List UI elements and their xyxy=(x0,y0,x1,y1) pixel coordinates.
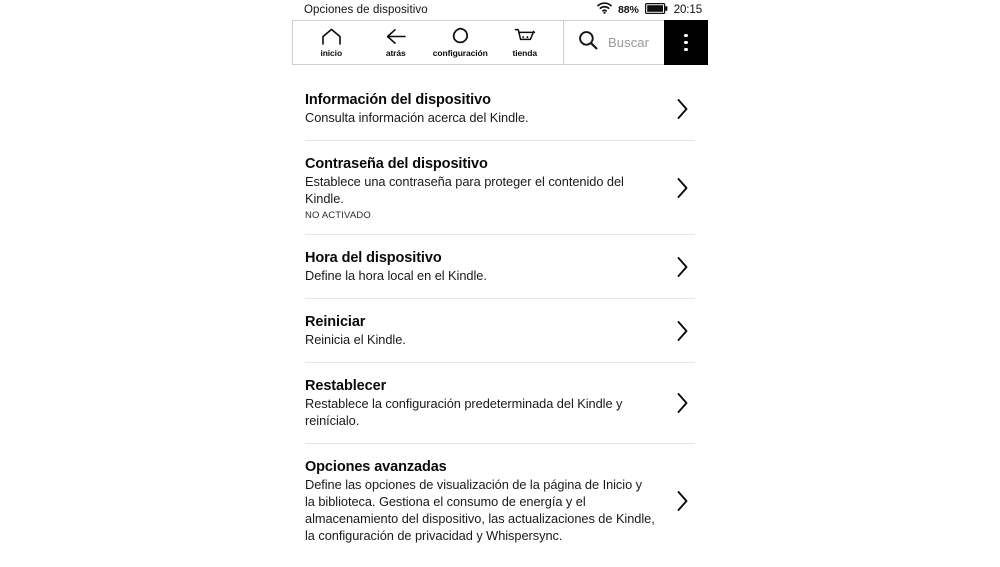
setting-text xyxy=(305,249,669,285)
status-bar-indicators xyxy=(597,1,708,19)
setting-title: Contraseña del dispositivo xyxy=(305,156,488,173)
back-arrow-icon xyxy=(385,27,407,46)
home-icon xyxy=(321,27,342,46)
clock-label: 20:15 xyxy=(673,4,702,16)
overflow-menu-icon xyxy=(684,34,688,52)
toolbar-label-tienda: tienda xyxy=(512,48,537,58)
gear-icon xyxy=(451,27,470,46)
status-bar xyxy=(290,0,710,20)
toolbar-nav-group xyxy=(293,21,563,64)
status-badge: NO ACTIVADO xyxy=(305,209,371,221)
toolbar-button-configuracion[interactable] xyxy=(429,27,491,58)
setting-text xyxy=(305,155,669,221)
setting-title: Hora del dispositivo xyxy=(305,249,442,266)
setting-description: Define las opciones de visualización de la página de Inicio y la biblioteca. Gestiona el consumo de energía y el almacenamiento del dispositivo, las actualizaciones de Kindle, la configuración de privacidad y Whispersync. xyxy=(305,476,655,543)
chevron-right-icon xyxy=(669,256,695,278)
toolbar-button-tienda[interactable] xyxy=(494,27,556,58)
shopping-cart-icon xyxy=(514,27,536,46)
chevron-right-icon xyxy=(669,392,695,414)
device-screen xyxy=(290,0,710,567)
search-input[interactable] xyxy=(564,21,664,64)
overflow-menu-button[interactable] xyxy=(664,20,708,65)
setting-row-opciones-avanzadas[interactable] xyxy=(305,444,695,558)
setting-text xyxy=(305,458,669,545)
setting-text xyxy=(305,313,669,349)
wifi-icon xyxy=(597,1,612,19)
chevron-right-icon xyxy=(669,490,695,512)
battery-percent-label: 88% xyxy=(618,4,639,16)
battery-icon xyxy=(645,1,668,19)
toolbar-label-atras: atrás xyxy=(385,48,406,58)
setting-row-informacion-del-dispositivo[interactable] xyxy=(305,77,695,141)
setting-title: Restablecer xyxy=(305,377,387,394)
setting-description: Consulta información acerca del Kindle. xyxy=(305,110,529,126)
setting-title: Reiniciar xyxy=(305,313,366,330)
setting-description: Restablece la configuración predeterminada del Kindle y reinícialo. xyxy=(305,396,623,428)
toolbar-label-inicio: inicio xyxy=(320,48,343,58)
toolbar xyxy=(292,20,708,65)
setting-title: Opciones avanzadas xyxy=(305,458,447,475)
setting-title: Información del dispositivo xyxy=(305,92,491,108)
setting-text xyxy=(305,91,669,127)
settings-list xyxy=(305,77,695,558)
setting-description: Define la hora local en el Kindle. xyxy=(305,268,487,284)
page-title: Opciones de dispositivo xyxy=(304,4,428,16)
setting-row-contrasena-del-dispositivo[interactable] xyxy=(305,141,695,235)
search-placeholder: Buscar xyxy=(608,35,650,50)
toolbar-button-atras[interactable] xyxy=(365,27,427,58)
chevron-right-icon xyxy=(669,177,695,199)
setting-description: Establece una contraseña para proteger el contenido del Kindle. xyxy=(305,174,624,207)
toolbar-label-configuracion: configuración xyxy=(432,48,488,58)
setting-text xyxy=(305,377,669,430)
chevron-right-icon xyxy=(669,320,695,342)
search-icon xyxy=(578,30,598,55)
setting-row-restablecer[interactable] xyxy=(305,363,695,444)
toolbar-button-inicio[interactable] xyxy=(300,27,362,58)
chevron-right-icon xyxy=(669,98,695,120)
setting-row-reiniciar[interactable] xyxy=(305,299,695,363)
setting-description: Reinicia el Kindle. xyxy=(305,332,406,348)
setting-row-hora-del-dispositivo[interactable] xyxy=(305,235,695,299)
